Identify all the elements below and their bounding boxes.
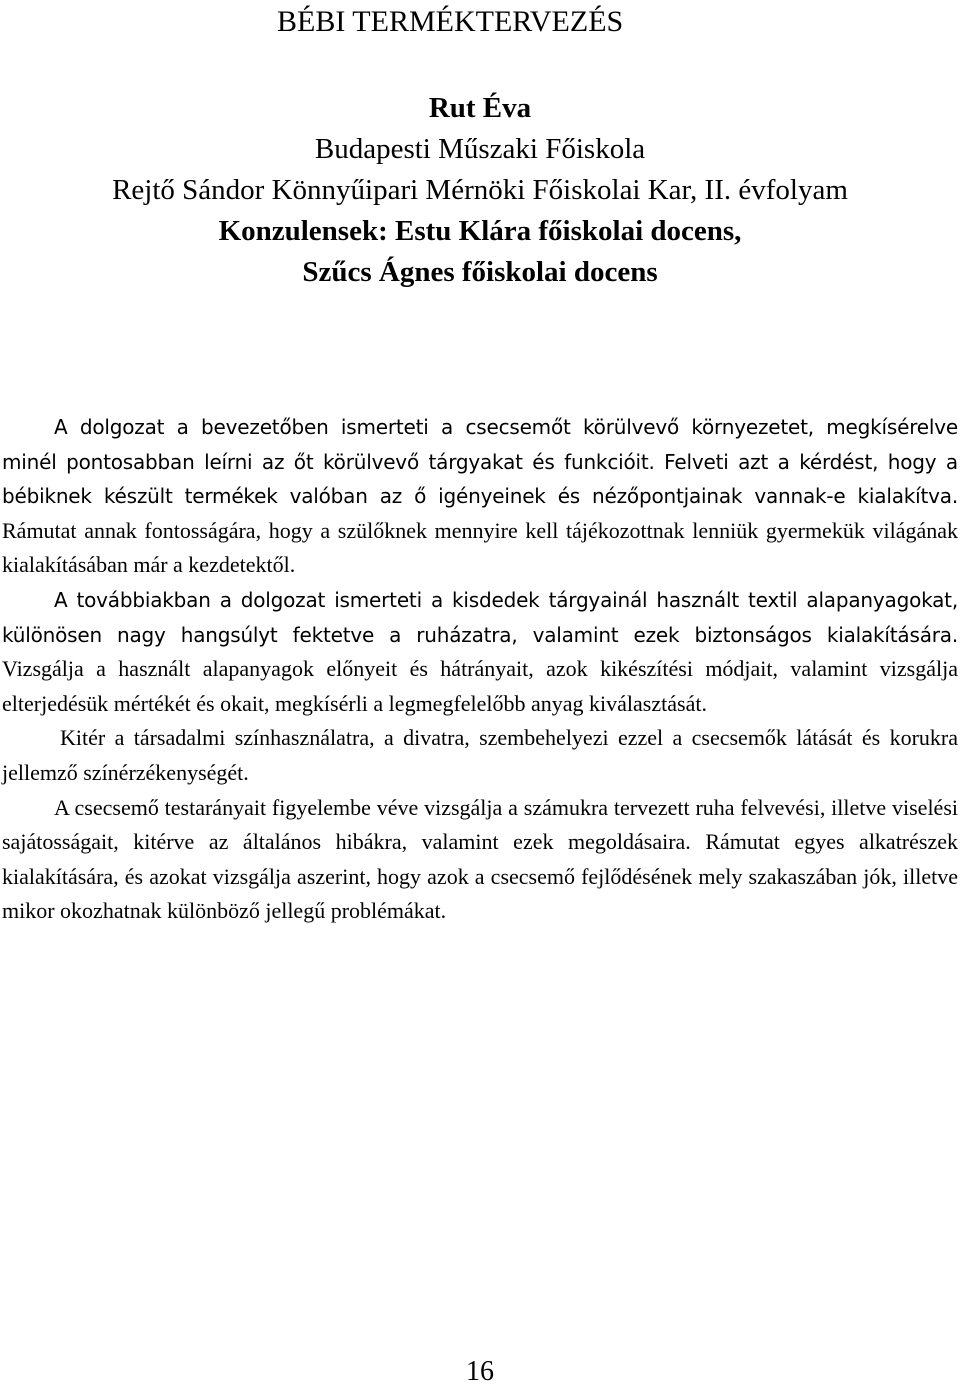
institution: Budapesti Műszaki Főiskola [314, 133, 646, 165]
abstract-paragraph-3: Kitér a társadalmi színhasználatra, a divatra, szembehelyezi ezzel a csecsemők látását és korukra jellemző színérzékenységét. [2, 725, 958, 785]
consultants-line-2: Szűcs Ágnes főiskolai docens [302, 256, 658, 288]
abstract-paragraph-2 [2, 583, 958, 721]
author-block [0, 88, 960, 293]
faculty: Rejtő Sándor Könnyűipari Mérnöki Főiskolai Kar, II. évfolyam [112, 174, 848, 206]
abstract-paragraph-2-sans: A továbbiakban a dolgozat ismerteti a kisdedek tárgyainál használt textil alapanyagokat, különösen nagy hangsúlyt fektetve a ruházatra, valamint ezek biztonságos kialakítására. [2, 587, 958, 647]
abstract-paragraph-4: A csecsemő testarányait figyelembe véve vizsgálja a számukra tervezett ruha felvevési, illetve viselési sajátosságait, kitérve az általános hibákra, valamint ezek megoldásaira. Rámutat egyes alkatrészek kialakítására, és azokat vizsgálja aszerint, hogy azok a csecsemő fejlődésének mely szakaszában jók, illetve mikor okozhatnak különböző jellegű problémákat. [2, 794, 958, 924]
abstract-paragraph-1-serif: Rámutat annak fontosságára, hogy a szülőknek mennyire kell tájékozottnak lenniük gyermekük világának kialakításában már a kezdetektől. [2, 517, 958, 578]
abstract [2, 410, 958, 929]
page-number: 16 [466, 1356, 494, 1387]
abstract-paragraph-1-sans: A dolgozat a bevezetőben ismerteti a csecsemőt körülvevő környezetet, megkísérelve minél pontosabban leírni az őt körülvevő tárgyakat és funkcióit. Felveti azt a kérdést, hogy a bébiknek készült termékek valóban az ő igényeinek és nézőpontjainak vannak-e kialakítva. [2, 415, 958, 509]
abstract-paragraph-2-serif: Vizsgálja a használt alapanyagok előnyeit és hátrányait, azok kikészítési módjait, valamint vizsgálja elterjedésük mértékét és okait, megkísérli a legmegfelelőbb anyag kiválasztását. [2, 656, 958, 716]
consultants-line-1: Konzulensek: Estu Klára főiskolai docens, [218, 215, 742, 247]
abstract-paragraph-1 [2, 410, 958, 583]
document-title: BÉBI TERMÉKTERVEZÉS [277, 5, 624, 38]
author-name: Rut Éva [428, 92, 532, 124]
